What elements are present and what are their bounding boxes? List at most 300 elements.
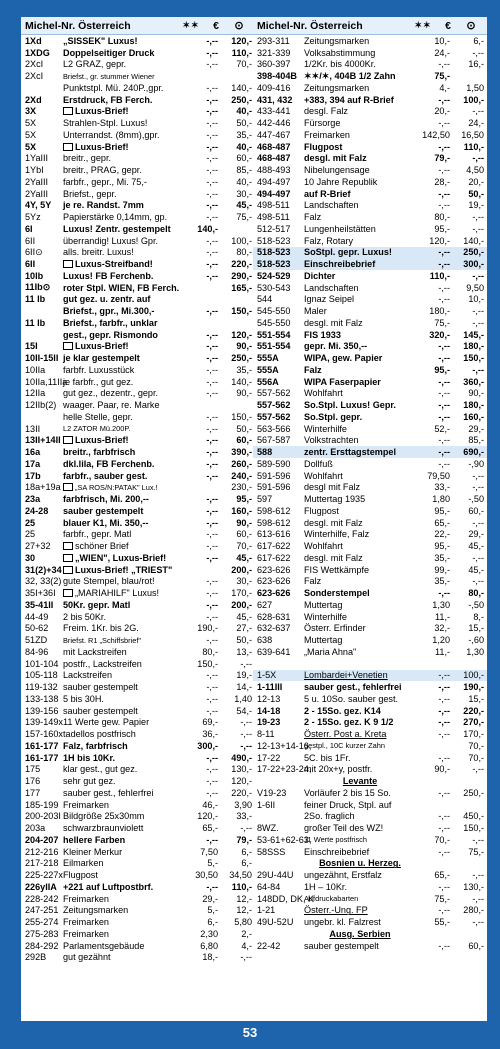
mint-price: 75,-: [434, 893, 450, 904]
catalog-number: 11 Ib: [25, 317, 46, 328]
mint-price: 22,-: [434, 529, 450, 540]
description: gut gez. u. zentr. auf: [63, 294, 151, 305]
euro-symbol: €: [213, 19, 219, 32]
list-item: [21, 294, 255, 306]
description: sauber gestempelt: [63, 705, 138, 716]
mint-price: -,--: [438, 940, 450, 951]
used-price: 180,-: [463, 400, 484, 411]
description: Wohlfahrt: [304, 470, 343, 481]
mint-price: -,--: [206, 834, 218, 845]
used-price: 95,-: [236, 494, 252, 505]
mint-price: -,--: [206, 94, 218, 105]
catalog-number: 5X: [25, 118, 37, 129]
list-item: [253, 693, 487, 705]
list-item: [253, 564, 487, 576]
description: postfr., Lackstreifen: [63, 658, 142, 669]
catalog-number: 498-511: [257, 200, 290, 211]
catalog-number: 25: [25, 529, 36, 540]
list-item: [253, 235, 487, 247]
description: dkl.lila, FB Ferchenb.: [63, 458, 155, 469]
mint-price: 75,-: [434, 71, 450, 82]
mint-price: -,--: [206, 435, 218, 446]
catalog-number: 10II-15II: [25, 353, 59, 364]
used-price: 40,-: [236, 106, 252, 117]
mint-price: -,--: [206, 353, 218, 364]
catalog-number: 13II: [25, 423, 41, 434]
catalog-number: 627: [257, 599, 273, 610]
mint-price: -,--: [206, 670, 218, 681]
list-item: [253, 399, 487, 411]
list-item: [253, 59, 487, 71]
catalog-number: 23a: [25, 494, 41, 505]
list-item: [21, 164, 255, 176]
mint-price: -,--: [206, 364, 218, 375]
list-item: [253, 623, 487, 635]
mint-price: 80,-: [434, 212, 450, 223]
mint-price: -,--: [206, 494, 218, 505]
description: L2 GRAZ, gepr.: [63, 59, 127, 70]
description: Falz, farbfrisch: [63, 740, 128, 751]
used-symbol: ⊙: [234, 20, 244, 32]
used-price: 190,-: [463, 682, 484, 693]
list-item: [21, 646, 255, 658]
list-item: [253, 188, 487, 200]
used-price: 30,-: [236, 576, 252, 587]
mint-price: 80,-: [202, 646, 218, 657]
catalog-number: 13II+14II: [25, 435, 61, 446]
catalog-number: 591-596: [257, 482, 291, 493]
mint-price: -,--: [206, 35, 218, 46]
list-item: [21, 552, 255, 564]
description: sauber gestempelt: [63, 505, 144, 516]
mint-price: -,--: [206, 141, 218, 152]
used-price: -,--: [472, 870, 484, 881]
catalog-number: 8-11: [257, 729, 275, 740]
used-price: -,--: [240, 717, 252, 728]
used-price: 90,-: [236, 388, 252, 399]
description: Freim. 1Kr. bis 2G.: [63, 623, 139, 634]
used-price: 140,-: [231, 82, 252, 93]
description: Luxus-Brief!: [75, 106, 129, 117]
mint-price: 99,-: [434, 564, 450, 575]
mint-price: -,--: [206, 411, 218, 422]
list-item: [21, 82, 255, 94]
catalog-number: 518-523: [257, 259, 291, 270]
list-item: [21, 670, 255, 682]
used-price: 100,-: [463, 94, 484, 105]
used-price: 70,-: [236, 541, 252, 552]
list-item: [253, 940, 487, 952]
description: Wohlfahrt: [304, 541, 343, 552]
description: feiner Druck, Stpl. auf: [304, 799, 392, 810]
description: farbfr., gepr. Matl: [63, 529, 132, 540]
mint-price: -,--: [206, 270, 218, 281]
mint-price: -,--: [206, 129, 218, 140]
used-price: -,90: [468, 458, 484, 469]
description: tadellos postfrisch: [63, 729, 136, 740]
mint-price: 46,-: [202, 799, 218, 810]
catalog-number: 433-441: [257, 106, 291, 117]
catalog-number: 638: [257, 635, 273, 646]
description: „SISSEK" Luxus!: [63, 35, 138, 46]
description: Wohlfahrt: [304, 388, 343, 399]
mint-price: -,--: [438, 682, 450, 693]
list-item: [253, 164, 487, 176]
used-price: 230,-: [231, 482, 252, 493]
left-column: [21, 17, 255, 1021]
catalog-number: 551-554: [257, 329, 291, 340]
description: blauer K1, Mi. 350,--: [63, 517, 149, 528]
mint-price: 65,-: [434, 870, 450, 881]
catalog-number: 175: [25, 764, 41, 775]
list-item: [21, 70, 255, 82]
catalog-number: 6I: [25, 223, 33, 234]
catalog-number: 589-590: [257, 458, 291, 469]
catalog-number: 468-487: [257, 141, 291, 152]
used-price: 90,-: [236, 341, 252, 352]
used-price: 130,-: [231, 764, 252, 775]
mint-price: -,--: [206, 165, 218, 176]
catalog-number: 11Ib⊙: [25, 282, 51, 293]
used-price: -,--: [472, 517, 484, 528]
used-price: 19,-: [468, 200, 484, 211]
catalog-number: 468-487: [257, 153, 291, 164]
mint-price: -,--: [206, 705, 218, 716]
catalog-number: 157-160x: [25, 729, 63, 740]
description: FIS 1933: [304, 329, 341, 340]
catalog-number: 25: [25, 517, 36, 528]
list-item: [21, 916, 255, 928]
mint-symbol: ✶✶: [414, 20, 432, 30]
used-price: 150,-: [231, 411, 252, 422]
used-price: -,--: [240, 729, 252, 740]
description: „SA ROS/N:PATAK" Lux.!: [75, 482, 158, 492]
mint-price: 140,-: [197, 223, 218, 234]
used-price: 80,-: [236, 247, 252, 258]
description: Einschreibebrief: [304, 259, 376, 270]
used-price: 60,-: [468, 505, 484, 516]
envelope-icon: [63, 566, 73, 574]
description: Falz: [304, 576, 322, 587]
used-price: -,--: [472, 306, 484, 317]
description: Briefst. R1 „Schiffsbrief": [63, 635, 142, 645]
description: Luxus! FB Ferchenb.: [63, 270, 154, 281]
catalog-number: 557-562: [257, 388, 291, 399]
envelope-icon: [63, 107, 73, 115]
catalog-number: 598-612: [257, 505, 291, 516]
list-item: [21, 399, 255, 411]
mint-price: -,--: [206, 59, 218, 70]
used-price: -,50: [468, 599, 484, 610]
list-item: [21, 211, 255, 223]
description: ✶✶/✶, 404B 1/2 Zahn: [304, 70, 396, 81]
used-price: 250,-: [231, 353, 252, 364]
description: 2So. fraglich: [304, 811, 355, 822]
description: Briefst., farbfr., unklar: [63, 317, 158, 328]
used-price: 120,-: [231, 35, 252, 46]
used-price: 8,-: [473, 611, 484, 622]
mint-price: -,--: [438, 188, 450, 199]
list-item: [253, 634, 487, 646]
list-item: [21, 141, 255, 153]
list-item: [253, 352, 487, 364]
used-price: 90,-: [236, 517, 252, 528]
mint-price: -,--: [206, 341, 218, 352]
list-item: [21, 846, 255, 858]
description: Muttertag 1935: [304, 494, 366, 505]
list-item: [21, 787, 255, 799]
used-price: -,--: [472, 552, 484, 563]
envelope-icon: [63, 436, 73, 444]
description: farbfr., sauber gest.: [63, 470, 148, 481]
description: So.Stpl. Luxus! Gepr.: [304, 400, 396, 411]
catalog-number: 35I+36I: [25, 588, 56, 599]
mint-price: -,--: [438, 717, 450, 728]
list-item: [21, 176, 255, 188]
list-item: [253, 775, 487, 787]
list-item: [21, 834, 255, 846]
description: gut gezähnt: [63, 952, 111, 963]
mint-price: 120,-: [197, 811, 218, 822]
list-item: [21, 869, 255, 881]
description: Ignaz Seipel: [304, 294, 355, 305]
catalog-number: 623-626: [257, 576, 291, 587]
description: 5 bis 30H.: [63, 693, 104, 704]
catalog-number: V19-23: [257, 787, 287, 798]
description: WIPA Faserpapier: [304, 376, 381, 387]
catalog-number: 10IIa,11IIa: [25, 376, 68, 387]
used-price: 130,-: [463, 881, 484, 892]
used-price: 290,-: [231, 270, 252, 281]
catalog-number: 3X: [25, 106, 37, 117]
mint-price: -,--: [206, 505, 218, 516]
used-price: -,--: [472, 270, 484, 281]
catalog-number: 293-311: [257, 35, 290, 46]
catalog-number: 544: [257, 294, 273, 305]
mint-price: 6,-: [207, 917, 218, 928]
list-item: [21, 576, 255, 588]
list-item: [21, 282, 255, 294]
used-symbol: ⊙: [466, 20, 476, 32]
mint-price: -,--: [206, 588, 218, 599]
list-item: [253, 141, 487, 153]
catalog-number: 623-626: [257, 564, 291, 575]
mint-symbol: ✶✶: [182, 20, 200, 30]
catalog-number: 226yIIA: [25, 881, 57, 892]
used-price: -,--: [472, 106, 484, 117]
catalog-number: 617-622: [257, 541, 291, 552]
used-price: 180,-: [463, 341, 484, 352]
description: Erstdruck, FB Ferch.: [63, 94, 153, 105]
mint-price: -,--: [206, 235, 218, 246]
used-price: 150,-: [463, 823, 484, 834]
used-price: 300,-: [463, 259, 484, 270]
list-item: [253, 846, 487, 858]
list-item: [21, 446, 255, 458]
description: Landschaften: [304, 282, 359, 293]
catalog-number: 6II: [25, 235, 36, 246]
used-price: 200,-: [231, 599, 252, 610]
catalog-number: 29U-44U: [257, 870, 294, 881]
description: hellere Farben: [63, 834, 126, 845]
description: Zeitungsmarken: [63, 905, 129, 916]
mint-price: 190,-: [197, 623, 218, 634]
catalog-number: 32, 33(2): [25, 576, 62, 587]
list-item: [21, 305, 255, 317]
catalog-number: 447-467: [257, 129, 291, 140]
used-price: 70,-: [236, 59, 252, 70]
used-price: -,--: [472, 470, 484, 481]
description: schwarzbraunviolett: [63, 823, 144, 834]
list-item: [253, 341, 487, 353]
description: farbfr. Luxusstück: [63, 364, 135, 375]
list-item: [253, 364, 487, 376]
mint-price: 52,-: [434, 423, 450, 434]
catalog-number: 217-218: [25, 858, 59, 869]
mint-price: -,--: [206, 470, 218, 481]
used-price: 6,-: [241, 858, 252, 869]
mint-price: -,--: [206, 787, 218, 798]
description: sauber gestempelt: [63, 682, 138, 693]
description: Luxus-Brief! „TRIEST": [75, 564, 173, 575]
used-price: 29,-: [468, 529, 484, 540]
description: Muttertag: [304, 635, 343, 646]
list-item: [253, 458, 487, 470]
used-price: 50,-: [236, 423, 252, 434]
description: Volksabstimmung: [304, 47, 376, 58]
used-price: 80,-: [468, 588, 484, 599]
description: schöner Brief: [75, 541, 129, 552]
list-item: [21, 681, 255, 693]
description: +221 auf Luftpostbrf.: [63, 881, 154, 892]
mint-price: 5,-: [207, 905, 218, 916]
mint-price: -,--: [438, 400, 450, 411]
used-price: 2,-: [241, 928, 252, 939]
description: Briefst., gr. stummer Wiener: [63, 71, 155, 81]
used-price: 70,-: [468, 740, 484, 751]
mint-price: -,--: [206, 576, 218, 587]
mint-price: 120,-: [429, 235, 450, 246]
description: Aufdruckabarten: [304, 894, 359, 904]
description: gestpl., 10C kurzer Zahn: [304, 741, 385, 751]
mint-price: -,--: [438, 693, 450, 704]
catalog-number: 27+32: [25, 541, 51, 552]
mint-price: -,--: [438, 458, 450, 469]
catalog-number: 17b: [25, 470, 41, 481]
description: gepr. Mi. 350,--: [304, 341, 368, 352]
description: WIPA, gew. Papier: [304, 353, 383, 364]
description: Dollfuß: [304, 458, 333, 469]
used-price: 45,-: [468, 564, 484, 575]
description: 2 - 15So. gez. K 9 1/2: [304, 717, 394, 728]
catalog-number: 409-416: [257, 82, 291, 93]
description: Muttertag: [304, 599, 343, 610]
catalog-number: 16a: [25, 447, 41, 458]
description: 11 Werte postfrisch: [304, 835, 367, 845]
list-item: [253, 482, 487, 494]
list-item: [253, 717, 487, 729]
description: Landschaften: [304, 200, 359, 211]
page-number: 53: [242, 1025, 258, 1040]
description: auf R-Brief: [304, 188, 351, 199]
list-item: [21, 411, 255, 423]
mint-price: -,--: [206, 329, 218, 340]
catalog-number: 284-292: [25, 940, 59, 951]
description: 1H bis 10Kr.: [63, 752, 116, 763]
description: Winterhilfe, Falz: [304, 529, 370, 540]
description: SoStpl. gepr. Luxus!: [304, 247, 392, 258]
list-item: [253, 822, 487, 834]
used-price: 4,-: [241, 940, 252, 951]
list-item: [253, 411, 487, 423]
description: überrandig! Luxus! Gpr.: [63, 235, 159, 246]
used-price: -,50: [468, 494, 484, 505]
catalog-number: 588: [257, 447, 273, 458]
mint-price: -,--: [438, 200, 450, 211]
description: 11 Werte gew. Papier: [63, 717, 150, 728]
catalog-number: 50-62: [25, 623, 49, 634]
mint-price: -,--: [206, 153, 218, 164]
catalog-number: 556A: [257, 376, 279, 387]
catalog-number: 563-566: [257, 423, 291, 434]
used-price: 1,50: [466, 82, 484, 93]
list-item: [253, 599, 487, 611]
catalog-number: 17-22+23-24,: [257, 764, 312, 775]
description: Briefst., gpr., Mi.300,-: [63, 306, 155, 317]
list-item: [253, 282, 487, 294]
description: Unterrandst. (8mm),gpr.: [63, 129, 160, 140]
mint-price: 95,-: [434, 364, 450, 375]
used-price: 33,-: [236, 811, 252, 822]
mint-price: -,--: [438, 118, 450, 129]
used-price: -,--: [240, 952, 252, 963]
catalog-number: 255-274: [25, 917, 59, 928]
used-price: 40,-: [236, 176, 252, 187]
used-price: -,--: [472, 223, 484, 234]
description: klar gest., gut gez.: [63, 764, 138, 775]
list-item: [253, 106, 487, 118]
catalog-number: 557-562: [257, 400, 291, 411]
catalog-number: 623-626: [257, 588, 291, 599]
description: Winterhilfe: [304, 611, 347, 622]
used-price: 100,-: [463, 670, 484, 681]
description: Lackstreifen: [63, 670, 113, 681]
catalog-number: 545-550: [257, 306, 291, 317]
list-item: [253, 270, 487, 282]
mint-price: -,--: [438, 388, 450, 399]
mint-price: 79,50: [427, 470, 450, 481]
description: Österr. Post a. Kreta: [304, 729, 387, 740]
description: Luxus-Brief!: [75, 141, 129, 152]
list-item: [253, 376, 487, 388]
catalog-number: 58SSS: [257, 846, 286, 857]
list-item: [253, 869, 487, 881]
left-column-header: [21, 17, 255, 35]
list-item: [21, 599, 255, 611]
used-price: 35,-: [236, 129, 252, 140]
catalog-number: 12IIb(2): [25, 400, 57, 411]
description: Österr.-Ung. FP: [304, 905, 368, 916]
mint-price: -,--: [206, 752, 218, 763]
used-price: -,60: [468, 635, 484, 646]
list-item: [253, 153, 487, 165]
list-item: [253, 905, 487, 917]
list-item: [21, 811, 255, 823]
mint-price: 79,-: [434, 153, 450, 164]
mint-price: 69,-: [202, 717, 218, 728]
description: Doppelseitiger Druck: [63, 47, 155, 58]
mint-price: 10,-: [434, 35, 450, 46]
